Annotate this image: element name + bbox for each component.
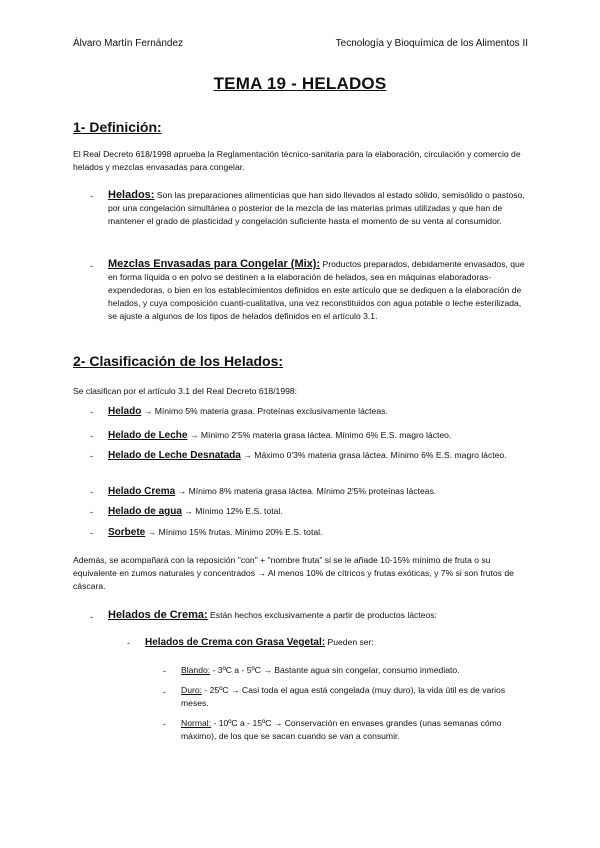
page-title: TEMA 19 - HELADOS [213,74,387,93]
helado-type-text: → Mínimo 2'5% materia grasa láctea. Mínimo 6% E.S. magro lácteo. [187,430,452,440]
helado-type-text: → Mínimo 12% E.S. total. [181,506,283,516]
helado-type-term: Helado Crema [108,486,176,497]
clasificacion-intro: Se clasifican por el artículo 3.1 del Real Decreto 618/1998: [73,386,298,396]
term-helados: Helados: [108,189,155,201]
bullet-dash: - [90,487,93,497]
page-header-author: Álvaro Martín Fernández [73,38,184,49]
consistency-term: Normal: [181,718,212,728]
helado-type-term: Helado de Leche Desnatada [108,450,241,461]
helado-type-term: Sorbete [108,527,146,538]
definition-text: Son las preparaciones alimenticias que han sido llevados al estado sólido, semisólido o pastoso, por una congelación simultánea o posterior de la mezcla de las materias primas utilizadas y que han de mantener el grado de plasticidad y congelación suficiente hasta el momento de su venta al consumidor. [108,190,525,226]
bullet-dash: - [90,507,93,517]
bullet-dash: - [163,666,166,676]
page-header-course: Tecnología y Bioquímica de los Alimentos II [335,38,528,49]
term-helados-de-crema: Helados de Crema: [108,609,208,621]
bullet-dash: - [90,431,93,441]
helado-type-text: → Mínimo 8% materia grasa láctea. Mínimo 2'5% proteínas lácteas. [175,486,437,496]
list-item [181,684,531,710]
consistency-text: - 3ºC a - 5ºC → Bastante agua sin congelar, consumo inmediato. [210,665,460,675]
section-heading-clasificacion: 2- Clasificación de los Helados: [73,353,284,369]
helados-de-crema-text: Están hechos exclusivamente a partir de productos lácteos: [207,610,437,620]
definition-text: Productos preparados, debidamente envasados, que en forma líquida o en polvo se destinen a la elaboración de helados, sea en máquinas elaboradoras- expendedoras, o bien en los establecimientos definidos en este artículo que se dediquen a la elaboración de helados, y cuya composición cuanti-cualitativa, una vez reconstituidos con agua potable o leche esterilizada, se ajuste a algunos de los tipos de helados definidos en el artículo 3.1. [108,259,525,321]
bullet-dash: - [127,638,130,648]
bullet-dash: - [90,528,93,538]
definition-helados [108,189,528,228]
definition-mezclas [108,258,528,323]
section-heading-definicion: 1- Definición: [73,119,162,135]
list-item [108,526,528,539]
bullet-dash: - [163,719,166,729]
consistency-text: - 10ºC a - 15ºC → Conservación en envases grandes (unas semanas cómo máximo), de los que se sacan cuando se van a consumir. [181,718,502,741]
consistency-text: - 25ºC → Casi toda el agua está congelada (muy duro), la vida útil es de varios meses. [181,685,506,708]
bullet-dash: - [90,261,93,271]
consistency-term: Blando: [181,665,211,675]
helado-type-text: → Mínimo 5% materia grasa. Proteínas exclusivamente lácteas. [141,406,388,416]
list-item [181,717,531,743]
bullet-dash: - [90,407,93,417]
list-item [181,664,531,677]
helado-type-text: → Máximo 0'3% materia grasa láctea. Mínimo 6% E.S. magro lácteo. [240,450,507,460]
consistency-term: Duro: [181,685,203,695]
list-item [108,505,528,518]
clasificacion-note: Además, se acompañará con la reposición "con" + "nombre fruta" si se le añade 10-15% mínimo de fruta o su equivalente en zumos naturales y concentrados → Al menos 10% de cítricos y frutas exóticas, y 7% si son frutos de cáscara. [73,555,514,591]
list-item [108,405,528,418]
crema-grasa-vegetal-text: Pueden ser: [325,637,374,647]
helado-type-term: Helado [108,406,142,417]
list-item [108,485,528,498]
bullet-dash: - [90,191,93,201]
term-crema-grasa-vegetal: Helados de Crema con Grasa Vegetal: [145,637,326,648]
helados-de-crema [108,609,528,622]
term-mezclas: Mezclas Envasadas para Congelar (Mix): [108,258,321,270]
helado-type-text: → Mínimo 15% frutas. Mínimo 20% E.S. total. [145,527,323,537]
bullet-dash: - [163,687,166,697]
helado-type-term: Helado de Leche [108,430,188,441]
definicion-intro: El Real Decreto 618/1998 aprueba la Reglamentación técnico-sanitaria para la elaboración, circulación y comercio de helados y mezclas envasadas para congelar. [73,149,521,172]
list-item [108,429,528,442]
helado-type-term: Helado de agua [108,506,182,517]
bullet-dash: - [90,612,93,622]
bullet-dash: - [90,451,93,461]
list-item [108,449,528,462]
helados-crema-grasa-vegetal [145,636,530,649]
